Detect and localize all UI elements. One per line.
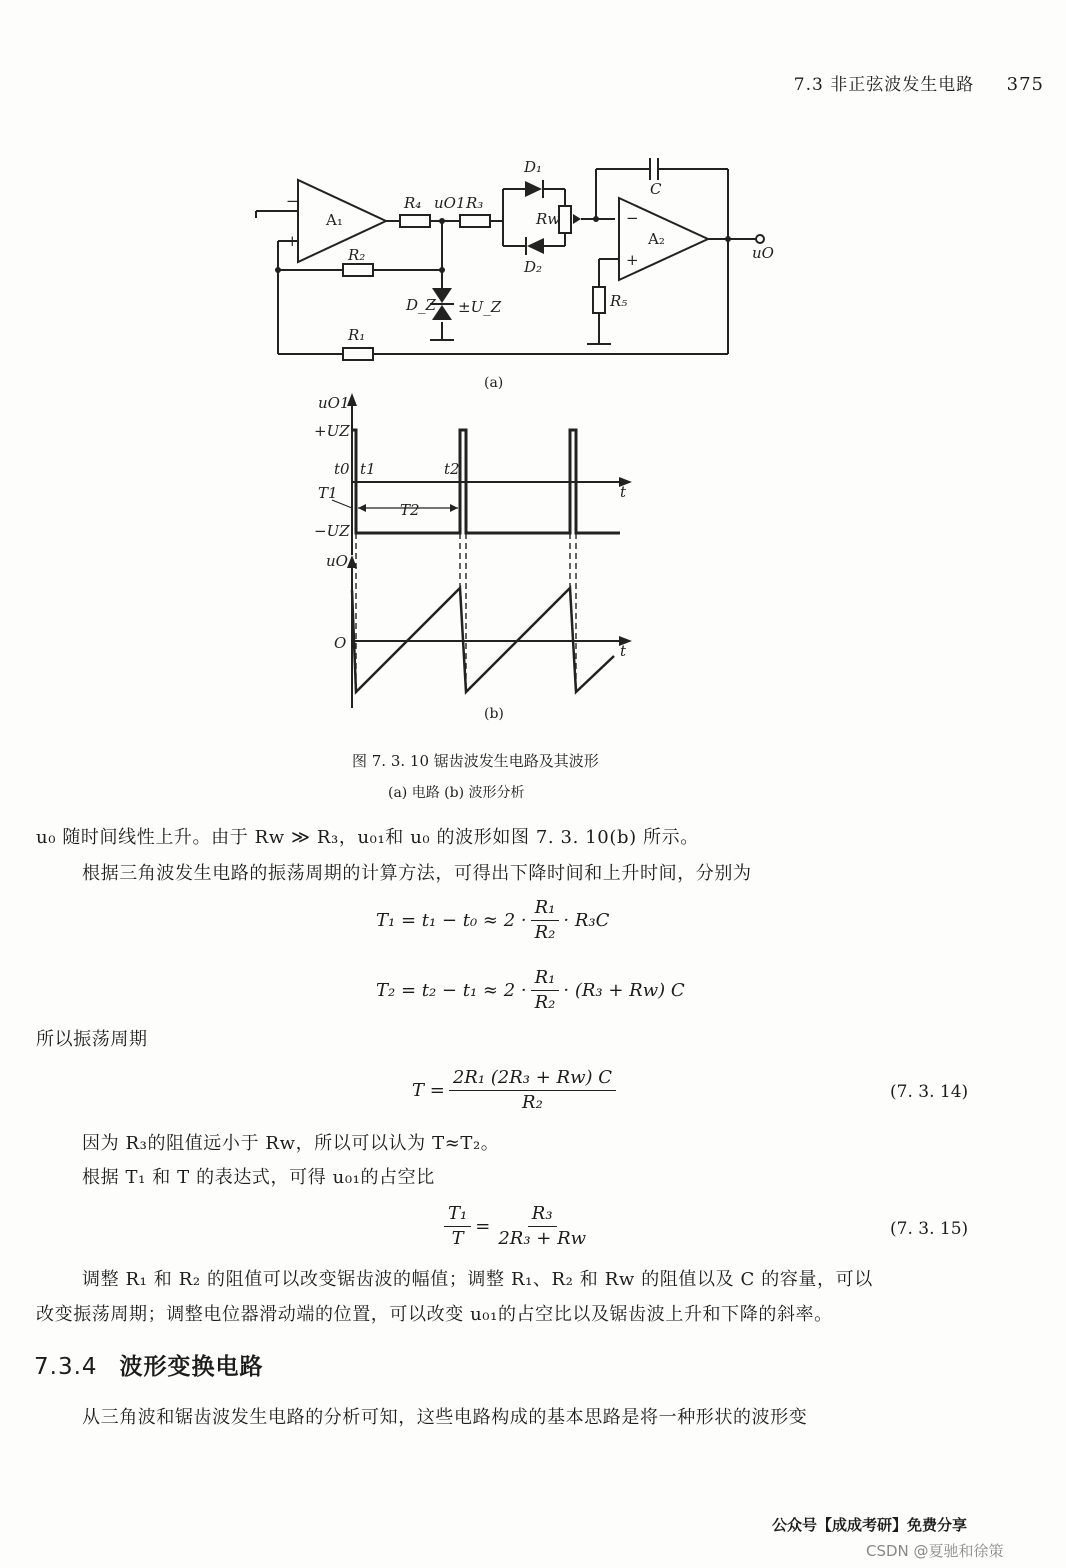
eq2-right: · (R₃ + Rw) C bbox=[563, 980, 685, 1001]
label-t-top: t bbox=[620, 483, 627, 501]
equation-4 bbox=[440, 1202, 594, 1251]
footer-note: 公众号【成成考研】免费分享 bbox=[772, 1516, 968, 1534]
label-plus-a1: + bbox=[286, 232, 299, 250]
label-T2: T2 bbox=[400, 501, 420, 519]
section-number: 7.3.4 bbox=[34, 1354, 98, 1380]
para-3: 所以振荡周期 bbox=[36, 1029, 148, 1050]
label-minus-a2: − bbox=[626, 209, 639, 227]
equation-3-number: (7. 3. 14) bbox=[890, 1082, 969, 1102]
label-a2: A₂ bbox=[648, 230, 665, 248]
eq1-left: T₁ = t₁ − t₀ ≈ 2 · bbox=[376, 910, 527, 931]
label-origin: O bbox=[334, 634, 347, 652]
section-heading bbox=[34, 1348, 264, 1381]
figure-subcaption: (a) 电路 (b) 波形分析 bbox=[388, 785, 525, 801]
eq4-lnum: T₁ bbox=[444, 1202, 471, 1227]
label-t2: t2 bbox=[444, 460, 460, 478]
label-uz: ±U_Z bbox=[458, 298, 502, 316]
eq2-den: R₂ bbox=[534, 992, 556, 1013]
label-plus-uz: +UZ bbox=[314, 422, 350, 440]
eq4-rnum: R₃ bbox=[528, 1202, 557, 1227]
eq3-left: T = bbox=[412, 1080, 445, 1101]
equation-4-number: (7. 3. 15) bbox=[890, 1219, 969, 1239]
label-r3: R₃ bbox=[466, 194, 484, 212]
label-b: (b) bbox=[484, 706, 504, 722]
eq4-equals: = bbox=[475, 1216, 491, 1237]
eq1-num: R₁ bbox=[531, 896, 560, 921]
eq1-right: · R₃C bbox=[563, 910, 610, 931]
label-uo1: uO1 bbox=[434, 194, 466, 212]
eq2-num: R₁ bbox=[531, 966, 560, 991]
label-r5: R₅ bbox=[610, 292, 628, 310]
para-7: 改变振荡周期；调整电位器滑动端的位置，可以改变 u₀₁的占空比以及锯齿波上升和下降的斜率。 bbox=[36, 1304, 833, 1325]
label-minus-a1: − bbox=[286, 192, 299, 210]
label-uo: uO bbox=[752, 244, 774, 262]
label-t0: t0 bbox=[334, 460, 350, 478]
label-plus-a2: + bbox=[626, 251, 639, 269]
watermark: CSDN @夏驰和徐策 bbox=[866, 1542, 1004, 1560]
label-a: (a) bbox=[484, 375, 504, 391]
label-uo1-axis: uO1 bbox=[318, 394, 350, 412]
page-number: 375 bbox=[1006, 74, 1044, 95]
para-6: 调整 R₁ 和 R₂ 的阻值可以改变锯齿波的幅值；调整 R₁、R₂ 和 Rw 的阻值以及 C 的容量，可以 bbox=[82, 1269, 873, 1290]
section-header: 7.3 非正弦波发生电路 bbox=[793, 75, 975, 95]
equation-3 bbox=[412, 1066, 620, 1115]
para-5: 根据 T₁ 和 T 的表达式，可得 u₀₁的占空比 bbox=[82, 1167, 435, 1188]
label-c: C bbox=[650, 180, 662, 198]
figure-caption: 图 7. 3. 10 锯齿波发生电路及其波形 bbox=[352, 752, 599, 770]
label-T1: T1 bbox=[318, 484, 338, 502]
label-t-bottom: t bbox=[620, 642, 627, 660]
label-t1: t1 bbox=[360, 460, 376, 478]
label-rw: Rw bbox=[536, 210, 561, 228]
section-title: 波形变换电路 bbox=[119, 1354, 264, 1380]
label-r2: R₂ bbox=[348, 246, 366, 264]
label-d2: D₂ bbox=[524, 258, 543, 276]
waveform-diagram bbox=[0, 0, 1066, 720]
label-r1: R₁ bbox=[348, 326, 366, 344]
eq3-num: 2R₁ (2R₃ + Rw) C bbox=[449, 1066, 616, 1091]
label-dz: D_Z bbox=[406, 296, 436, 314]
para-1: u₀ 随时间线性上升。由于 Rw ≫ R₃，u₀₁和 u₀ 的波形如图 7. 3. 10(b) 所示。 bbox=[36, 827, 699, 848]
eq4-lden: T bbox=[451, 1228, 464, 1249]
label-uo-axis: uO bbox=[326, 552, 348, 570]
para-4: 因为 R₃的阻值远小于 Rw，所以可以认为 T≈T₂。 bbox=[82, 1133, 500, 1154]
eq3-den: R₂ bbox=[522, 1092, 543, 1113]
label-a1: A₁ bbox=[326, 211, 343, 229]
label-r4: R₄ bbox=[404, 194, 422, 212]
equation-2 bbox=[376, 966, 685, 1015]
label-minus-uz: −UZ bbox=[314, 522, 350, 540]
equation-1 bbox=[376, 896, 609, 945]
para-2: 根据三角波发生电路的振荡周期的计算方法，可得出下降时间和上升时间，分别为 bbox=[82, 863, 752, 884]
eq1-den: R₂ bbox=[534, 922, 556, 943]
para-8: 从三角波和锯齿波发生电路的分析可知，这些电路构成的基本思路是将一种形状的波形变 bbox=[82, 1407, 808, 1428]
eq2-left: T₂ = t₂ − t₁ ≈ 2 · bbox=[376, 980, 527, 1001]
eq4-rden: 2R₃ + Rw bbox=[498, 1228, 587, 1249]
label-d1: D₁ bbox=[524, 158, 543, 176]
